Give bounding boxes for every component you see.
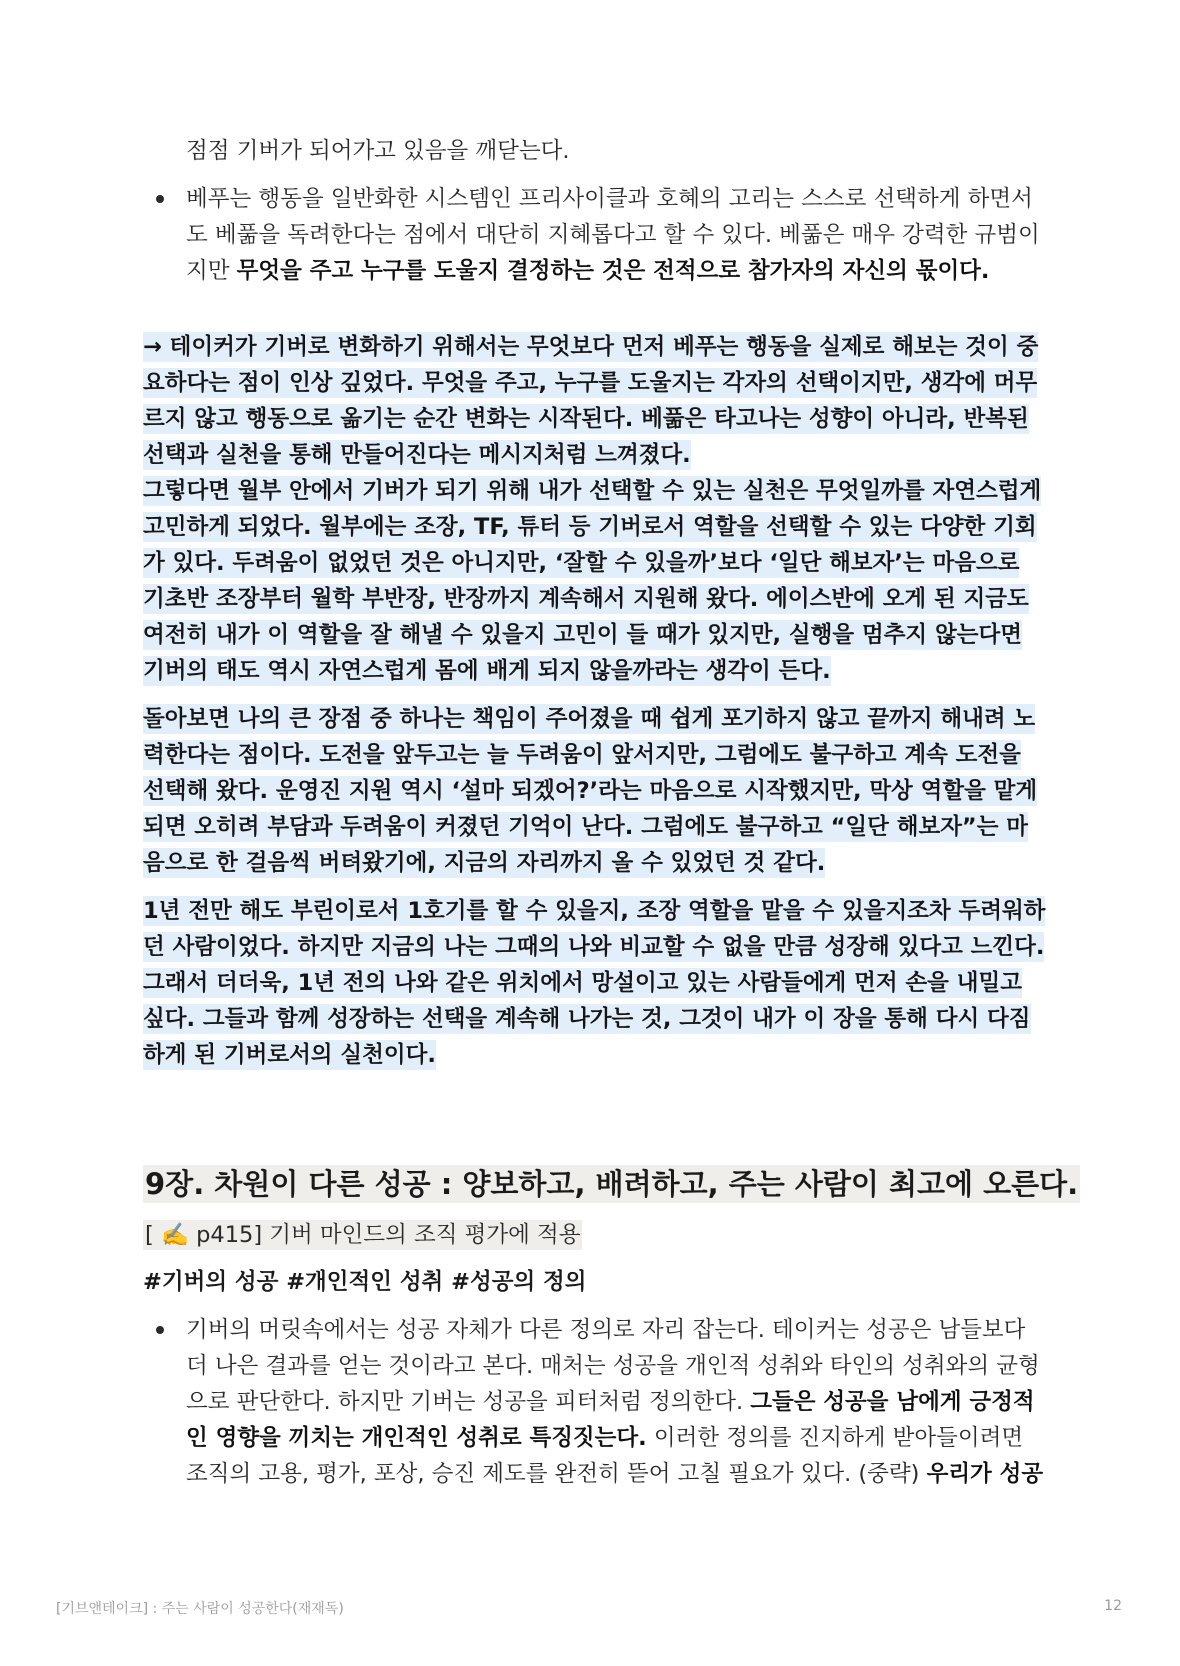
- highlighted-text: 그렇다면 월부 안에서 기버가 되기 위해 내가 선택할 수 있는 실천은 무엇일까를 자연스럽게 고민하게 되었다. 월부에는 조장, TF, 튜터 등 기버로서 역할을 선택할 수 있는 다양한 기회가 있다. 두려움이 없었던 것은 아니지만, ‘잘할 수 있을까’보다 ‘일단 해보자’는 마음으로 기초반 조장부터 월학 부반장, 반장까지 계속해서 지원해 왔다. 에이스반에 오게 된 지금도 여전히 내가 이 역할을 잘 해낼 수 있을지 고민이 들 때가 있지만, 실행을 멈추지 않는다면 기버의 태도 역시 자연스럽게 몸에 배게 되지 않을까라는 생각이 든다.: [143, 478, 1042, 684]
- writing-hand-icon: ✍️: [160, 1222, 189, 1248]
- reflection-paragraph-1: [143, 329, 1048, 473]
- chapter-title: 9장. 차원이 다른 성공 : 양보하고, 배려하고, 주는 사람이 최고에 오른다.: [145, 1167, 1079, 1201]
- bullet-item-1: [186, 181, 1046, 289]
- highlighted-text: 돌아보면 나의 큰 장점 중 하나는 책임이 주어졌을 때 쉽게 포기하지 않고 끝까지 해내려 노력한다는 점이다. 도전을 앞두고는 늘 두려움이 앞서지만, 그럼에도 불구하고 계속 도전을 선택해 왔다. 운영진 지원 역시 ‘설마 되겠어?’라는 마음으로 시작했지만, 막상 역할을 맡게 되면 오히려 부담과 두려움이 커졌던 기억이 난다. 그럼에도 불구하고 “일단 해보자”는 마음으로 한 걸음씩 버텨왔기에, 지금의 자리까지 올 수 있었던 것 같다.: [143, 706, 1038, 876]
- highlighted-text: → 테이커가 기버로 변화하기 위해서는 무엇보다 먼저 베푸는 행동을 실제로 해보는 것이 중요하다는 점이 인상 깊었다. 무엇을 주고, 누구를 도울지는 각자의 선택이지만, 생각에 머무르지 않고 행동으로 옮기는 순간 변화는 시작된다. 베풂은 타고나는 성향이 아니라, 반복된 선택과 실천을 통해 만들어진다는 메시지처럼 느껴졌다.: [143, 334, 1039, 468]
- reflection-paragraph-4: [143, 893, 1048, 1073]
- reflection-paragraph-3: [143, 701, 1048, 881]
- bullet-text: 이러한 정의를 진지하게 받아들이려면 조직의 고용, 평가, 포상, 승진 제도를 완전히 뜯어 고칠 필요가 있다. (중략): [186, 1425, 1024, 1487]
- page-reference-highlight: [143, 1220, 582, 1250]
- bullet-bold-text: 무엇을 주고 누구를 도울지 결정하는 것은 전적으로 참가자의 자신의 몫이다.: [236, 258, 990, 284]
- bullet-item-2: [186, 1312, 1046, 1492]
- page-ref-bracket: [: [145, 1222, 161, 1248]
- bullet-text: 기버의 머릿속에서는 성공 자체가 다른 정의로 자리 잡는다. 테이커는 성공은 남들보다 더 나은 결과를 얻는 것이라고 본다. 매처는 성공을 개인적 성취와 타인의 성취와의 균형으로 판단한다. 하지만 기버는 성공을 피터처럼 정의한다.: [186, 1317, 1040, 1415]
- bullet-bold-text: 우리가 성공: [926, 1461, 1044, 1487]
- bullet-dot: [156, 1326, 164, 1334]
- bullet-bold-text: 그들은 성공을 남에게 긍정적인 영향을 끼치는 개인적인 성취로 특징짓는다.: [186, 1389, 1035, 1451]
- bullet-text: 베푸는 행동을 일반화한 시스템인 프리사이클과 호혜의 고리는 스스로 선택하게 하면서도 베풂을 독려한다는 점에서 대단히 지혜롭다고 할 수 있다. 베풂은 매우 강력한 규범이지만: [186, 186, 1040, 284]
- reflection-block: [143, 329, 1048, 1073]
- page-ref-text: p415] 기버 마인드의 조직 평가에 적용: [188, 1222, 581, 1248]
- bullet-dot: [156, 195, 164, 203]
- page-reference: [143, 1217, 582, 1253]
- hashtags: #기버의 성공 #개인적인 성취 #성공의 정의: [143, 1269, 587, 1295]
- chapter-heading: [143, 1163, 1080, 1205]
- continuation-line: 점점 기버가 되어가고 있음을 깨닫는다.: [186, 138, 570, 164]
- page-number: 12: [1104, 1598, 1122, 1614]
- reflection-paragraph-2: [143, 473, 1048, 689]
- highlighted-text: 1년 전만 해도 부린이로서 1호기를 할 수 있을지, 조장 역할을 맡을 수 있을지조차 두려워하던 사람이었다. 하지만 지금의 나는 그때의 나와 비교할 수 없을 만큼 성장해 있다고 느낀다. 그래서 더더욱, 1년 전의 나와 같은 위치에서 망설이고 있는 사람들에게 먼저 손을 내밀고 싶다. 그들과 함께 성장하는 선택을 계속해 나가는 것, 그것이 내가 이 장을 통해 다시 다짐하게 된 기버로서의 실천이다.: [143, 898, 1046, 1068]
- footer-document-title: [기브앤테이크] : 주는 사람이 성공한다(재재독): [56, 1601, 344, 1617]
